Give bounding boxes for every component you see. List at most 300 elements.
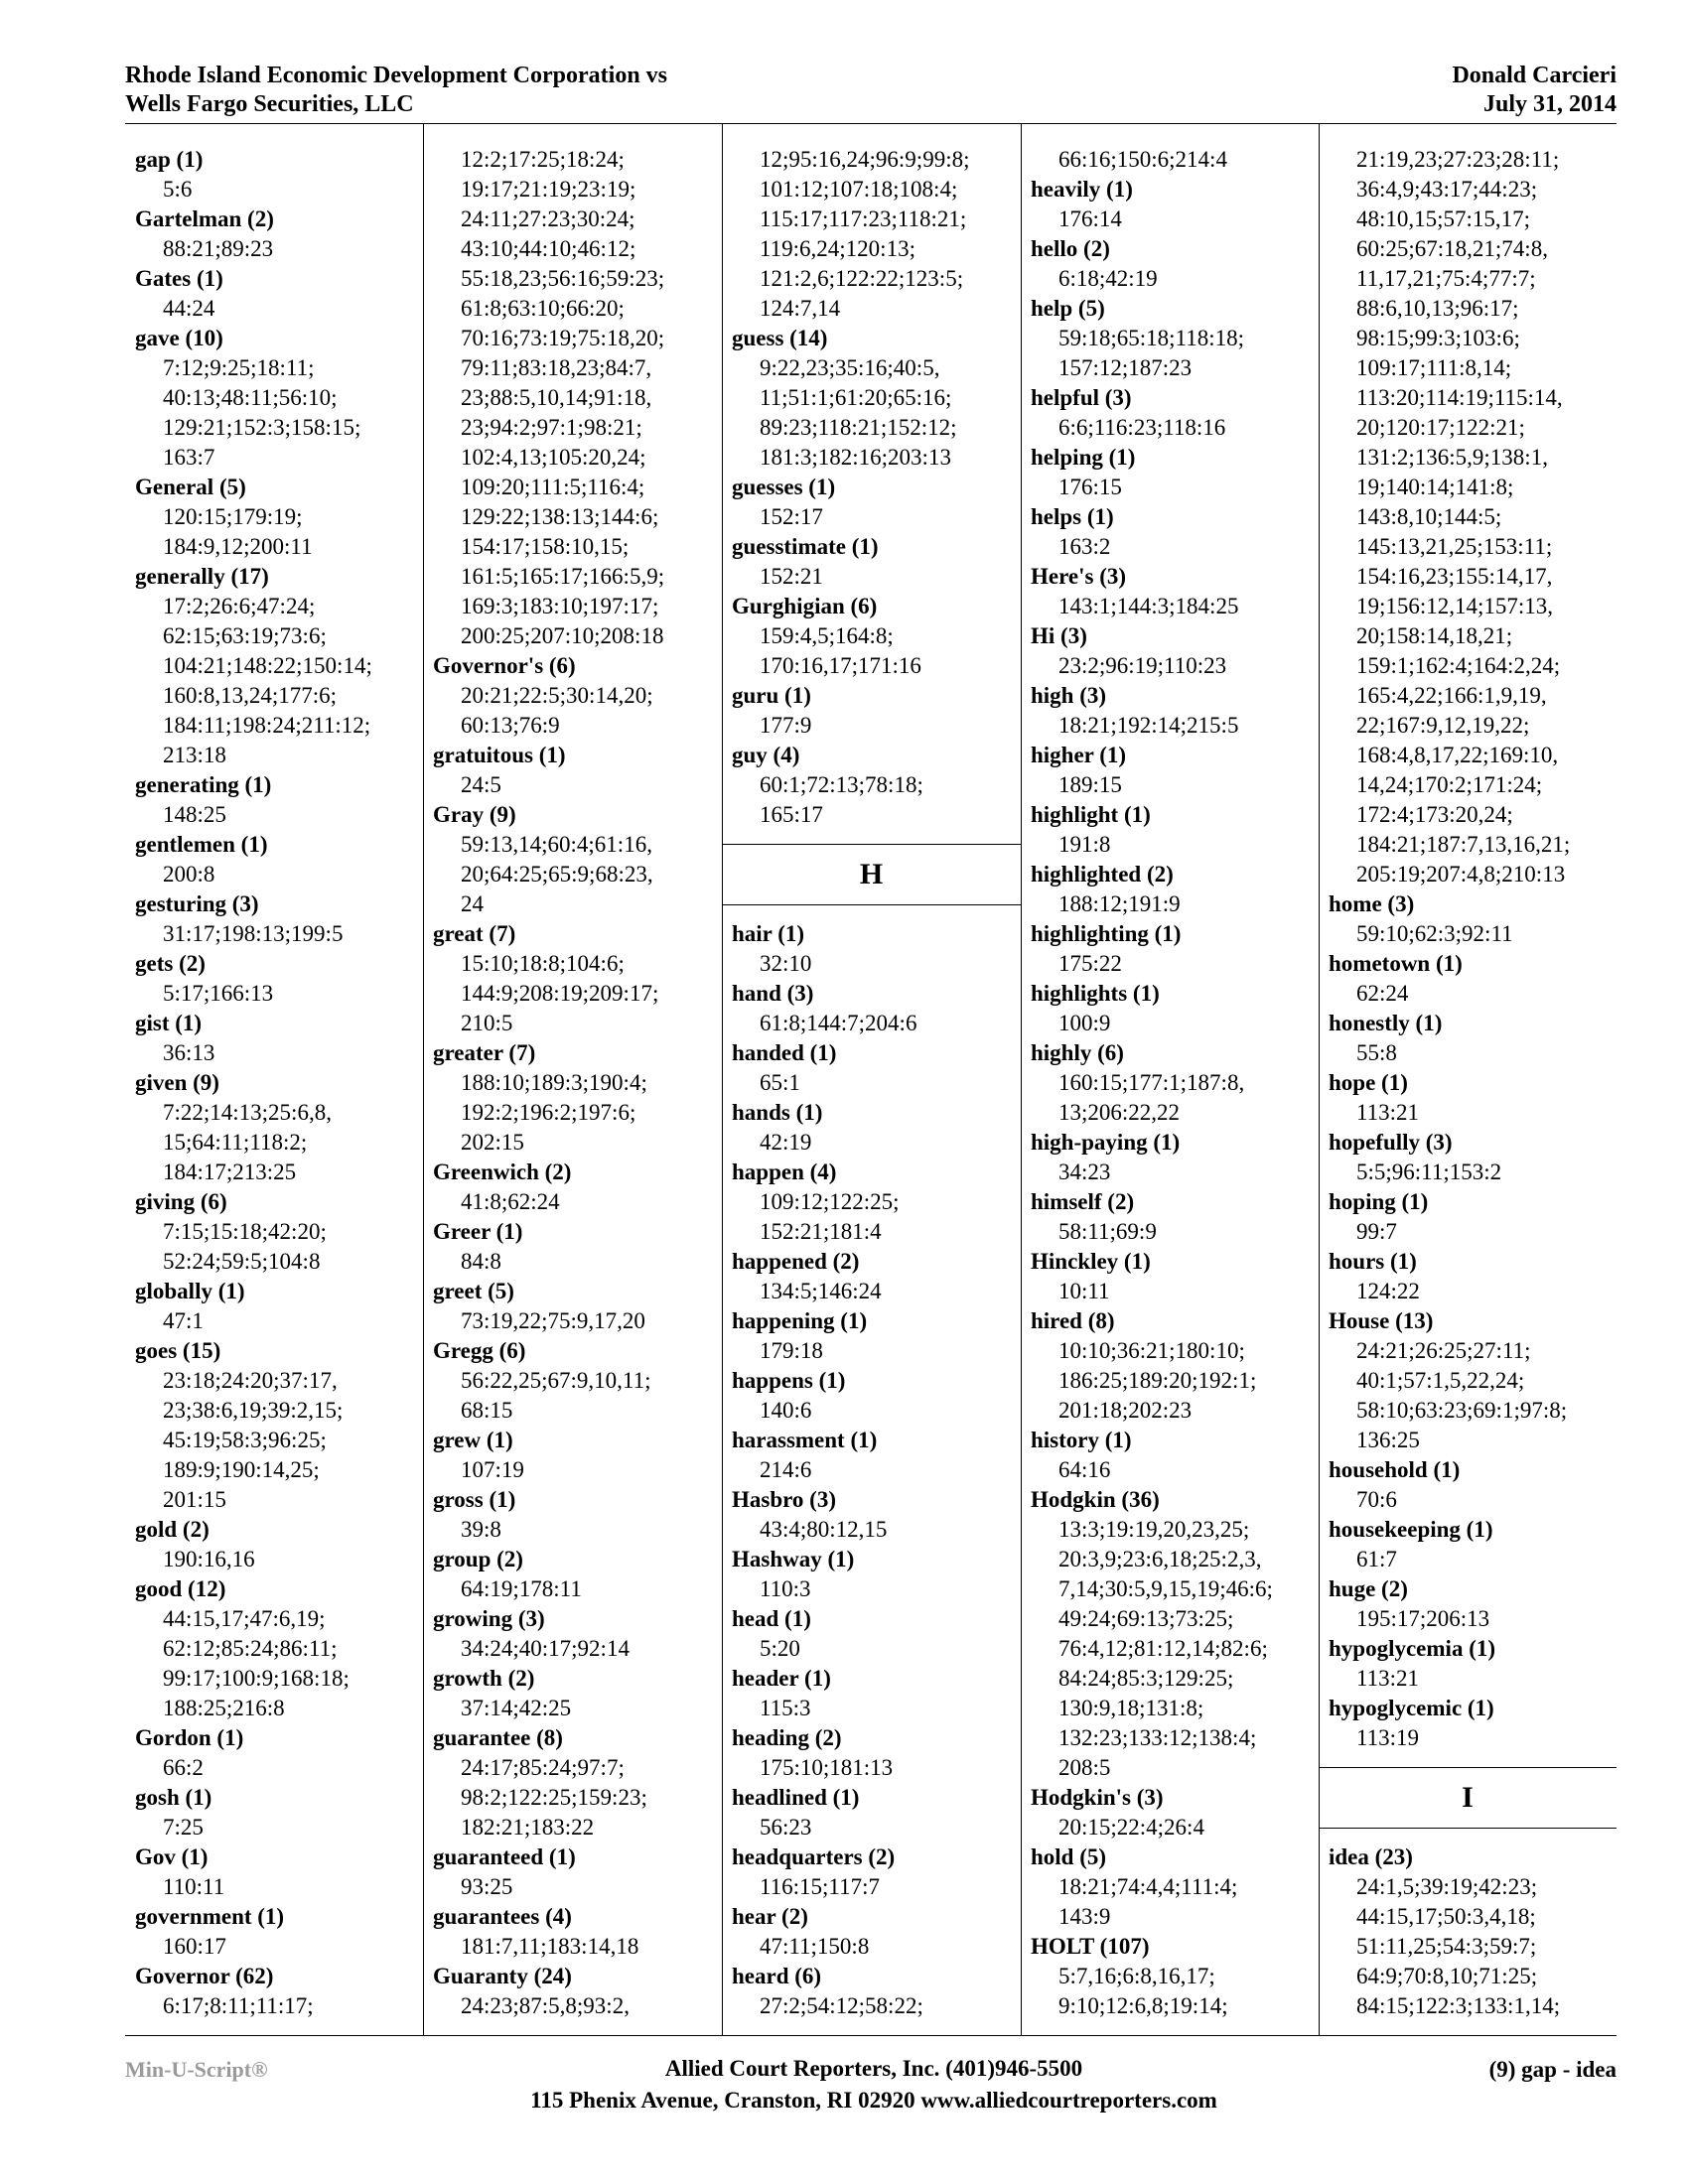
page-line-references bbox=[1031, 651, 1315, 681]
index-entry bbox=[722, 1783, 1021, 1843]
reference-line: 89:23;118:21;152:12; bbox=[760, 415, 957, 440]
reference-line: 21:19,23;27:23;28:11; bbox=[1356, 147, 1560, 172]
index-term: Greenwich (2) bbox=[433, 1160, 572, 1184]
index-term: group (2) bbox=[433, 1547, 523, 1571]
reference-line: 163:7 bbox=[163, 445, 215, 470]
page-line-references bbox=[1329, 1336, 1613, 1455]
reference-line: 168:4,8,17,22;169:10, bbox=[1356, 743, 1559, 767]
page-line-references bbox=[433, 1455, 718, 1485]
reference-line: 24:17;85:24;97:7; bbox=[461, 1755, 625, 1780]
index-entry bbox=[423, 1545, 722, 1604]
reference-line: 20;64:25;65:9;68:23, bbox=[461, 862, 653, 887]
reference-line: 7:25 bbox=[163, 1815, 204, 1840]
index-entry bbox=[125, 770, 423, 830]
reference-line: 43:4;80:12,15 bbox=[760, 1517, 888, 1542]
index-entry bbox=[1319, 1306, 1617, 1455]
index-term: generating (1) bbox=[135, 772, 272, 797]
reference-line: 23;94:2;97:1;98:21; bbox=[461, 415, 642, 440]
column-divider bbox=[1021, 123, 1022, 2035]
index-column-5 bbox=[1319, 123, 1617, 2035]
page-line-references bbox=[433, 1574, 718, 1604]
page-line-references bbox=[1031, 1009, 1315, 1038]
page-line-references bbox=[1031, 413, 1315, 443]
index-entry bbox=[125, 324, 423, 473]
page-line-references bbox=[1329, 1664, 1613, 1694]
reference-line: 152:17 bbox=[760, 504, 823, 529]
reference-line: 110:3 bbox=[760, 1576, 811, 1601]
index-term: gentlemen (1) bbox=[135, 832, 268, 857]
reference-line: 6:18;42:19 bbox=[1058, 266, 1158, 291]
page-line-references bbox=[135, 1991, 419, 2021]
reference-line: 60:1;72:13;78:18; bbox=[760, 772, 923, 797]
reference-line: 152:21 bbox=[760, 564, 823, 589]
reference-line: 42:19 bbox=[760, 1130, 812, 1155]
index-term: happens (1) bbox=[732, 1368, 846, 1393]
index-entry bbox=[1021, 383, 1319, 443]
reference-line: 93:25 bbox=[461, 1874, 513, 1899]
reference-line: 172:4;173:20,24; bbox=[1356, 802, 1513, 827]
page-line-references bbox=[1329, 1545, 1613, 1574]
reference-line: 175:10;181:13 bbox=[760, 1755, 894, 1780]
index-term: hometown (1) bbox=[1329, 951, 1463, 976]
index-entry bbox=[125, 949, 423, 1009]
index-term: helping (1) bbox=[1031, 445, 1136, 470]
reference-line: 175:22 bbox=[1058, 951, 1122, 976]
index-term: gave (10) bbox=[135, 326, 223, 350]
reference-line: 113:21 bbox=[1356, 1666, 1420, 1691]
page-line-references bbox=[732, 1336, 1017, 1366]
reference-line: 186:25;189:20;192:1; bbox=[1058, 1368, 1257, 1393]
index-entry bbox=[722, 1843, 1021, 1902]
page-line-references bbox=[1031, 145, 1315, 175]
index-entry bbox=[1319, 145, 1617, 889]
index-entry bbox=[125, 1336, 423, 1515]
reference-line: 165:4,22;166:1,9,19, bbox=[1356, 683, 1547, 708]
reference-line: 32:10 bbox=[760, 951, 812, 976]
reference-line: 213:18 bbox=[163, 743, 226, 767]
reference-line: 104:21;148:22;150:14; bbox=[163, 653, 372, 678]
page-line-references bbox=[732, 1068, 1017, 1098]
page-line-references bbox=[135, 1545, 419, 1574]
page-line-references bbox=[1329, 145, 1613, 889]
index-term: hypoglycemic (1) bbox=[1329, 1696, 1494, 1720]
reference-line: 143:9 bbox=[1058, 1904, 1111, 1929]
index-term: helps (1) bbox=[1031, 504, 1114, 529]
index-term: Governor's (6) bbox=[433, 653, 576, 678]
reference-line: 101:12;107:18;108:4; bbox=[760, 177, 958, 202]
index-entry bbox=[1021, 1247, 1319, 1306]
index-entry bbox=[125, 562, 423, 770]
reference-line: 60:25;67:18,21;74:8, bbox=[1356, 236, 1548, 261]
index-term: given (9) bbox=[135, 1070, 219, 1095]
index-entry bbox=[423, 1604, 722, 1664]
reference-line: 157:12;187:23 bbox=[1058, 355, 1193, 380]
index-term: happening (1) bbox=[732, 1308, 868, 1333]
index-entry bbox=[423, 1426, 722, 1485]
index-term: happened (2) bbox=[732, 1249, 860, 1274]
reference-line: 6:6;116:23;118:16 bbox=[1058, 415, 1226, 440]
page-line-references bbox=[732, 1634, 1017, 1664]
reference-line: 70:16;73:19;75:18,20; bbox=[461, 326, 665, 350]
reference-line: 145:13,21,25;153:11; bbox=[1356, 534, 1553, 559]
page-line-references bbox=[135, 1217, 419, 1277]
reference-line: 58:10;63:23;69:1;97:8; bbox=[1356, 1398, 1568, 1423]
reference-line: 23;88:5,10,14;91:18, bbox=[461, 385, 652, 410]
page-line-references bbox=[1329, 1872, 1613, 2021]
index-term: generally (17) bbox=[135, 564, 269, 589]
page-line-references bbox=[1031, 949, 1315, 979]
reference-line: 44:15,17;47:6,19; bbox=[163, 1606, 326, 1631]
reference-line: 152:21;181:4 bbox=[760, 1219, 882, 1244]
page-line-references bbox=[433, 1068, 718, 1158]
page-line-references bbox=[1329, 1277, 1613, 1306]
page-line-references bbox=[1329, 1723, 1613, 1753]
index-entry bbox=[423, 145, 722, 651]
index-term: hired (8) bbox=[1031, 1308, 1115, 1333]
index-entry bbox=[722, 324, 1021, 473]
index-entry bbox=[125, 1843, 423, 1902]
reference-line: 109:12;122:25; bbox=[760, 1189, 900, 1214]
reference-line: 154:16,23;155:14,17, bbox=[1356, 564, 1553, 589]
reference-line: 165:17 bbox=[760, 802, 823, 827]
reference-line: 12:2;17:25;18:24; bbox=[461, 147, 625, 172]
reference-line: 40:1;57:1,5,22,24; bbox=[1356, 1368, 1525, 1393]
reference-line: 179:18 bbox=[760, 1338, 823, 1363]
reference-line: 119:6,24;120:13; bbox=[760, 236, 915, 261]
page-line-references bbox=[135, 1813, 419, 1843]
reference-line: 24:11;27:23;30:24; bbox=[461, 206, 635, 231]
reference-line: 143:1;144:3;184:25 bbox=[1058, 594, 1239, 618]
index-term: globally (1) bbox=[135, 1279, 245, 1303]
index-term: Hashway (1) bbox=[732, 1547, 855, 1571]
index-term: household (1) bbox=[1329, 1457, 1461, 1482]
index-term: higher (1) bbox=[1031, 743, 1127, 767]
reference-line: 34:24;40:17;92:14 bbox=[461, 1636, 630, 1661]
reference-line: 181:7,11;183:14,18 bbox=[461, 1934, 639, 1959]
index-entry bbox=[722, 919, 1021, 979]
index-term: happen (4) bbox=[732, 1160, 837, 1184]
reference-line: 163:2 bbox=[1058, 534, 1111, 559]
page-line-references bbox=[1031, 592, 1315, 621]
index-entry bbox=[125, 1962, 423, 2021]
page-line-references bbox=[135, 294, 419, 324]
reference-line: 188:10;189:3;190:4; bbox=[461, 1070, 647, 1095]
index-entry bbox=[1021, 1306, 1319, 1426]
reference-line: 181:3;182:16;203:13 bbox=[760, 445, 951, 470]
reference-line: 11;51:1;61:20;65:16; bbox=[760, 385, 952, 410]
index-entry bbox=[1021, 1038, 1319, 1128]
reference-line: 5:17;166:13 bbox=[163, 981, 274, 1006]
reference-line: 41:8;62:24 bbox=[461, 1189, 560, 1214]
reference-line: 10:10;36:21;180:10; bbox=[1058, 1338, 1245, 1363]
deponent-info bbox=[1452, 62, 1617, 119]
page-line-references bbox=[135, 353, 419, 473]
index-entry bbox=[1319, 949, 1617, 1009]
page-line-references bbox=[135, 860, 419, 889]
index-term: heading (2) bbox=[732, 1725, 842, 1750]
index-term: highlighted (2) bbox=[1031, 862, 1174, 887]
reference-line: 55:18,23;56:16;59:23; bbox=[461, 266, 665, 291]
index-term: header (1) bbox=[732, 1666, 831, 1691]
reference-line: 136:25 bbox=[1356, 1428, 1420, 1452]
page-line-references bbox=[433, 681, 718, 741]
page-line-references bbox=[135, 979, 419, 1009]
page-line-references bbox=[433, 1753, 718, 1843]
index-entry bbox=[1021, 1783, 1319, 1843]
reference-line: 24:21;26:25;27:11; bbox=[1356, 1338, 1531, 1363]
index-entry bbox=[423, 1485, 722, 1545]
section-letter-heading: I bbox=[1319, 1767, 1617, 1829]
index-column-3 bbox=[722, 123, 1021, 2035]
index-term: Greer (1) bbox=[433, 1219, 523, 1244]
column-divider bbox=[722, 123, 723, 2035]
index-entry bbox=[423, 1723, 722, 1843]
reference-line: 6:17;8:11;11:17; bbox=[163, 1993, 314, 2018]
reporter-name-phone: Allied Court Reporters, Inc. (401)946-5500 bbox=[664, 2056, 1083, 2081]
reference-line: 73:19,22;75:9,17,20 bbox=[461, 1308, 645, 1333]
reference-line: 27:2;54:12;58:22; bbox=[760, 1993, 923, 2018]
reference-line: 176:15 bbox=[1058, 475, 1122, 499]
index-term: honestly (1) bbox=[1329, 1011, 1443, 1035]
index-term: help (5) bbox=[1031, 296, 1105, 321]
reference-line: 20;158:14,18,21; bbox=[1356, 623, 1513, 648]
page-line-references bbox=[433, 1872, 718, 1902]
index-entry bbox=[125, 1277, 423, 1336]
index-entry bbox=[1319, 1634, 1617, 1694]
reference-line: 99:7 bbox=[1356, 1219, 1397, 1244]
page-line-references bbox=[1031, 889, 1315, 919]
page-line-references bbox=[433, 1187, 718, 1217]
index-entry bbox=[1319, 889, 1617, 949]
index-entry bbox=[722, 1485, 1021, 1545]
index-entry bbox=[1021, 681, 1319, 741]
reference-line: 200:8 bbox=[163, 862, 215, 887]
reference-line: 11,17,21;75:4;77:7; bbox=[1356, 266, 1536, 291]
reference-line: 132:23;133:12;138:4; bbox=[1058, 1725, 1257, 1750]
page-line-references bbox=[1329, 1485, 1613, 1515]
index-entry bbox=[722, 1962, 1021, 2021]
index-entry bbox=[722, 473, 1021, 532]
reference-line: 5:5;96:11;153:2 bbox=[1356, 1160, 1502, 1184]
index-entry bbox=[1319, 1068, 1617, 1128]
index-term: heavily (1) bbox=[1031, 177, 1133, 202]
index-term: Hasbro (3) bbox=[732, 1487, 836, 1512]
reference-line: 66:2 bbox=[163, 1755, 204, 1780]
index-entry bbox=[1021, 741, 1319, 800]
reference-line: 202:15 bbox=[461, 1130, 524, 1155]
reference-line: 43:10;44:10;46:12; bbox=[461, 236, 636, 261]
reference-line: 107:19 bbox=[461, 1457, 524, 1482]
reference-line: 15:10;18:8;104:6; bbox=[461, 951, 625, 976]
index-term: gets (2) bbox=[135, 951, 206, 976]
index-term: guarantees (4) bbox=[433, 1904, 572, 1929]
index-term: Governor (62) bbox=[135, 1964, 274, 1988]
index-term: gist (1) bbox=[135, 1011, 203, 1035]
index-term: growth (2) bbox=[433, 1666, 535, 1691]
reference-line: 100:9 bbox=[1058, 1011, 1111, 1035]
reference-line: 7:12;9:25;18:11; bbox=[163, 355, 315, 380]
reporter-address: 115 Phenix Avenue, Cranston, RI 02920 www.alliedcourtreporters.com bbox=[530, 2088, 1217, 2113]
reference-line: 208:5 bbox=[1058, 1755, 1111, 1780]
page-line-references bbox=[433, 770, 718, 800]
index-entry bbox=[1319, 1574, 1617, 1634]
index-term: guaranteed (1) bbox=[433, 1844, 576, 1869]
index-entry bbox=[1021, 979, 1319, 1038]
reference-line: 110:11 bbox=[163, 1874, 225, 1899]
page-line-references bbox=[135, 1306, 419, 1336]
page-line-references bbox=[732, 949, 1017, 979]
reference-line: 59:10;62:3;92:11 bbox=[1356, 921, 1513, 946]
page-line-references bbox=[135, 1753, 419, 1783]
reference-line: 45:19;58:3;96:25; bbox=[163, 1428, 327, 1452]
section-letter-heading: H bbox=[722, 844, 1021, 905]
reference-line: 195:17;206:13 bbox=[1356, 1606, 1490, 1631]
reference-line: 23:18;24:20;37:17, bbox=[163, 1368, 338, 1393]
page-line-references bbox=[732, 770, 1017, 830]
index-entry bbox=[125, 1187, 423, 1277]
reference-line: 9:10;12:6,8;19:14; bbox=[1058, 1993, 1228, 2018]
page-line-references bbox=[1031, 1455, 1315, 1485]
reference-line: 20;120:17;122:21; bbox=[1356, 415, 1525, 440]
index-entry bbox=[423, 1962, 722, 2021]
case-caption bbox=[125, 62, 667, 119]
index-entry bbox=[423, 1277, 722, 1336]
reference-line: 184:11;198:24;211:12; bbox=[163, 713, 371, 738]
index-entry bbox=[125, 1783, 423, 1843]
column-divider bbox=[1319, 123, 1320, 2035]
page-line-references bbox=[1031, 473, 1315, 502]
reference-line: 134:5;146:24 bbox=[760, 1279, 882, 1303]
deposition-date: July 31, 2014 bbox=[1482, 91, 1617, 117]
index-entry bbox=[1021, 1187, 1319, 1247]
reference-line: 115:3 bbox=[760, 1696, 811, 1720]
reference-line: 190:16,16 bbox=[163, 1547, 255, 1571]
page-line-references bbox=[1031, 711, 1315, 741]
index-term: guru (1) bbox=[732, 683, 811, 708]
index-entry bbox=[1021, 234, 1319, 294]
index-entry bbox=[125, 1574, 423, 1723]
reference-line: 109:17;111:8,14; bbox=[1356, 355, 1512, 380]
page-line-references bbox=[433, 1515, 718, 1545]
reference-line: 65:1 bbox=[760, 1070, 800, 1095]
index-entry bbox=[423, 800, 722, 919]
index-term: highlights (1) bbox=[1031, 981, 1160, 1006]
reference-line: 182:21;183:22 bbox=[461, 1815, 595, 1840]
index-term: good (12) bbox=[135, 1576, 226, 1601]
page-line-references bbox=[732, 1753, 1017, 1783]
case-caption-line-2: Wells Fargo Securities, LLC bbox=[125, 91, 414, 117]
reference-line: 13;206:22,22 bbox=[1058, 1100, 1181, 1125]
index-entry bbox=[423, 741, 722, 800]
reference-line: 36:4,9;43:17;44:23; bbox=[1356, 177, 1538, 202]
index-column-1 bbox=[125, 123, 423, 2035]
reference-line: 7:22;14:13;25:6,8, bbox=[163, 1100, 332, 1125]
index-entry bbox=[1319, 1515, 1617, 1574]
reference-line: 98:15;99:3;103:6; bbox=[1356, 326, 1520, 350]
index-entry bbox=[423, 651, 722, 741]
index-entry bbox=[1021, 860, 1319, 919]
reference-line: 98:2;122:25;159:23; bbox=[461, 1785, 647, 1810]
index-entry bbox=[1319, 1455, 1617, 1515]
index-entry bbox=[1319, 1694, 1617, 1753]
index-entry bbox=[722, 1306, 1021, 1366]
reference-line: 99:17;100:9;168:18; bbox=[163, 1666, 350, 1691]
page-line-references bbox=[1031, 1872, 1315, 1932]
page-line-references bbox=[732, 353, 1017, 473]
index-entry bbox=[722, 1098, 1021, 1158]
index-entry bbox=[722, 1038, 1021, 1098]
index-term: hand (3) bbox=[732, 981, 814, 1006]
page-line-references bbox=[732, 502, 1017, 532]
reference-line: 88:21;89:23 bbox=[163, 236, 274, 261]
index-entry bbox=[1021, 1932, 1319, 2021]
reference-line: 188:12;191:9 bbox=[1058, 891, 1181, 916]
index-term: home (3) bbox=[1329, 891, 1415, 916]
reference-line: 62:12;85:24;86:11; bbox=[163, 1636, 338, 1661]
page-line-references bbox=[135, 1872, 419, 1902]
index-term: highly (6) bbox=[1031, 1040, 1124, 1065]
page-line-references bbox=[135, 175, 419, 205]
reference-line: 24:5 bbox=[461, 772, 501, 797]
index-term: great (7) bbox=[433, 921, 516, 946]
reference-line: 61:8;63:10;66:20; bbox=[461, 296, 625, 321]
reference-line: 64:9;70:8,10;71:25; bbox=[1356, 1964, 1538, 1988]
index-term: Gartelman (2) bbox=[135, 206, 274, 231]
reference-line: 191:8 bbox=[1058, 832, 1111, 857]
index-entry bbox=[423, 1664, 722, 1723]
reference-line: 9:22,23;35:16;40:5, bbox=[760, 355, 940, 380]
index-entry bbox=[1021, 1485, 1319, 1783]
index-term: Hi (3) bbox=[1031, 623, 1087, 648]
index-term: history (1) bbox=[1031, 1428, 1132, 1452]
reference-line: 18:21;192:14;215:5 bbox=[1058, 713, 1239, 738]
reference-line: 159:4,5;164:8; bbox=[760, 623, 894, 648]
reference-line: 15;64:11;118:2; bbox=[163, 1130, 308, 1155]
page-range: (9) gap - idea bbox=[1488, 2057, 1617, 2082]
reference-line: 192:2;196:2;197:6; bbox=[461, 1100, 636, 1125]
page-line-references bbox=[433, 145, 718, 651]
reference-line: 20:15;22:4;26:4 bbox=[1058, 1815, 1204, 1840]
reference-line: 84:15;122:3;133:1,14; bbox=[1356, 1993, 1561, 2018]
reference-line: 140:6 bbox=[760, 1398, 812, 1423]
index-term: housekeeping (1) bbox=[1329, 1517, 1493, 1542]
page-line-references bbox=[433, 830, 718, 919]
reference-line: 64:19;178:11 bbox=[461, 1576, 582, 1601]
page-line-references bbox=[135, 1604, 419, 1723]
page-line-references bbox=[1329, 919, 1613, 949]
index-term: Gov (1) bbox=[135, 1844, 209, 1869]
page-line-references bbox=[732, 562, 1017, 592]
page-line-references bbox=[433, 949, 718, 1038]
page-line-references bbox=[732, 1813, 1017, 1843]
page-line-references bbox=[135, 234, 419, 264]
software-credit: Min-U-Script® bbox=[125, 2057, 268, 2082]
index-term: Gray (9) bbox=[433, 802, 516, 827]
page-header bbox=[125, 62, 1617, 123]
reference-line: 44:15,17;50:3,4,18; bbox=[1356, 1904, 1536, 1929]
index-entry bbox=[1021, 1843, 1319, 1932]
reference-line: 169:3;183:10;197:17; bbox=[461, 594, 659, 618]
reference-line: 113:20;114:19;115:14, bbox=[1356, 385, 1563, 410]
index-term: high-paying (1) bbox=[1031, 1130, 1181, 1155]
index-term: idea (23) bbox=[1329, 1844, 1413, 1869]
index-entry bbox=[423, 1902, 722, 1962]
index-entry bbox=[722, 1545, 1021, 1604]
reference-line: 51:11,25;54:3;59:7; bbox=[1356, 1934, 1537, 1959]
column-divider bbox=[423, 123, 424, 2035]
page-line-references bbox=[732, 1932, 1017, 1962]
index-term: helpful (3) bbox=[1031, 385, 1132, 410]
